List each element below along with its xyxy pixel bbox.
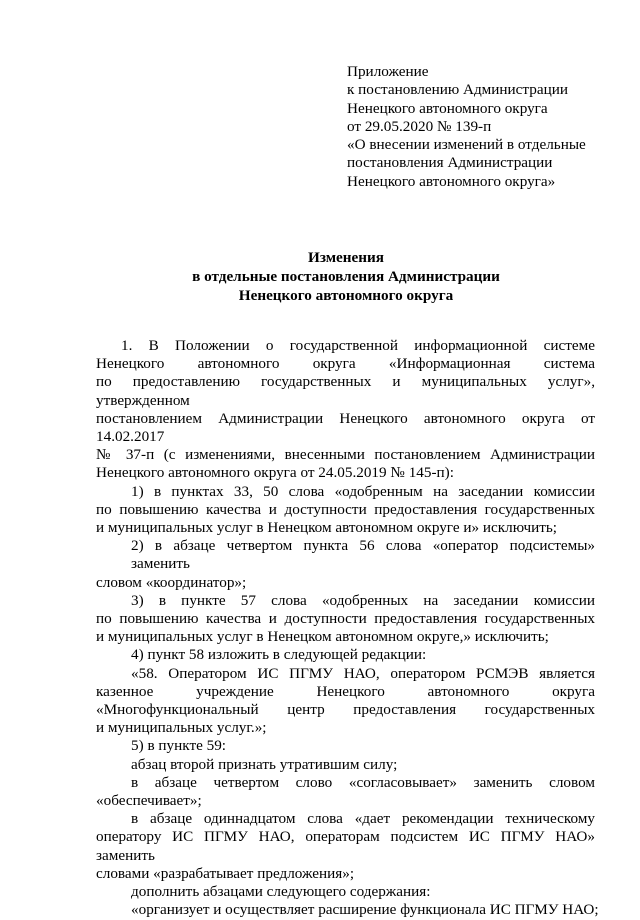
body-line: словом «координатор»; (96, 573, 247, 591)
body-line: 2) в абзаце четвертом пункта 56 слова «оператор подсистемы» заменить (131, 537, 595, 573)
body-line: 1. В Положении о государственной информационной системе (121, 337, 595, 354)
body-line: казенное учреждение Ненецкого автономного округа (96, 682, 595, 700)
body-line: Ненецкого автономного округа «Информационная система (96, 355, 595, 373)
appendix-line: Ненецкого автономного округа (347, 99, 548, 117)
body-line: словами «разрабатывает предложения»; (96, 864, 355, 882)
title-line: в отдельные постановления Администрации (192, 268, 500, 285)
body-line: дополнить абзацами следующего содержания: (131, 883, 431, 901)
body-line: и муниципальных услуг.»; (96, 719, 267, 737)
appendix-line: «О внесении изменений в отдельные (347, 136, 586, 154)
appendix-block (347, 63, 617, 191)
body-line: «обеспечивает»; (96, 792, 202, 810)
body-line: № 37-п (с изменениями, внесенными постановлением Администрации (96, 446, 595, 464)
body-line: и муниципальных услуг в Ненецком автономном округе и» исключить; (96, 519, 558, 537)
body-line: по повышению качества и доступности предоставления государственных (96, 610, 595, 628)
body-line: в абзаце четвертом слово «согласовывает» заменить словом (131, 773, 595, 791)
title-line: Ненецкого автономного округа (238, 287, 454, 304)
body-line: по предоставлению государственных и муниципальных услуг», утвержденном (96, 373, 595, 409)
body-line: «организует и осуществляет расширение функционала ИС ПГМУ НАО; (131, 901, 599, 919)
body-line: 4) пункт 58 изложить в следующей редакции: (131, 646, 427, 664)
body-line: «58. Оператором ИС ПГМУ НАО, оператором РСМЭВ является (131, 664, 595, 682)
appendix-line: от 29.05.2020 № 139-п (347, 117, 492, 135)
title-line: Изменения (308, 249, 384, 266)
body-line: и муниципальных услуг в Ненецком автономном округе,» исключить; (96, 628, 549, 646)
appendix-line: Ненецкого автономного округа» (347, 172, 556, 190)
body-line: абзац второй признать утратившим силу; (131, 755, 398, 773)
body-line: 3) в пункте 57 слова «одобренных на заседании комиссии (131, 591, 595, 609)
body-line: 1) в пунктах 33, 50 слова «одобренным на заседании комиссии (131, 482, 595, 500)
body-line: «Многофункциональный центр предоставления государственных (96, 701, 595, 719)
appendix-line: к постановлению Администрации (347, 81, 568, 99)
document-title (96, 248, 596, 305)
appendix-line: Приложение (347, 63, 429, 80)
body-line: Ненецкого автономного округа от 24.05.2019 № 145-п): (96, 464, 454, 482)
document-body (96, 337, 599, 920)
body-line: постановлением Администрации Ненецкого автономного округа от 14.02.2017 (96, 409, 595, 446)
body-line: в абзаце одиннадцатом слова «дает рекомендации техническому (131, 810, 595, 828)
body-line: по повышению качества и доступности предоставления государственных (96, 500, 595, 518)
body-line: 5) в пункте 59: (131, 737, 227, 755)
body-line: оператору ИС ПГМУ НАО, операторам подсистем ИС ПГМУ НАО» заменить (96, 828, 595, 864)
appendix-line: постановления Администрации (347, 154, 553, 172)
